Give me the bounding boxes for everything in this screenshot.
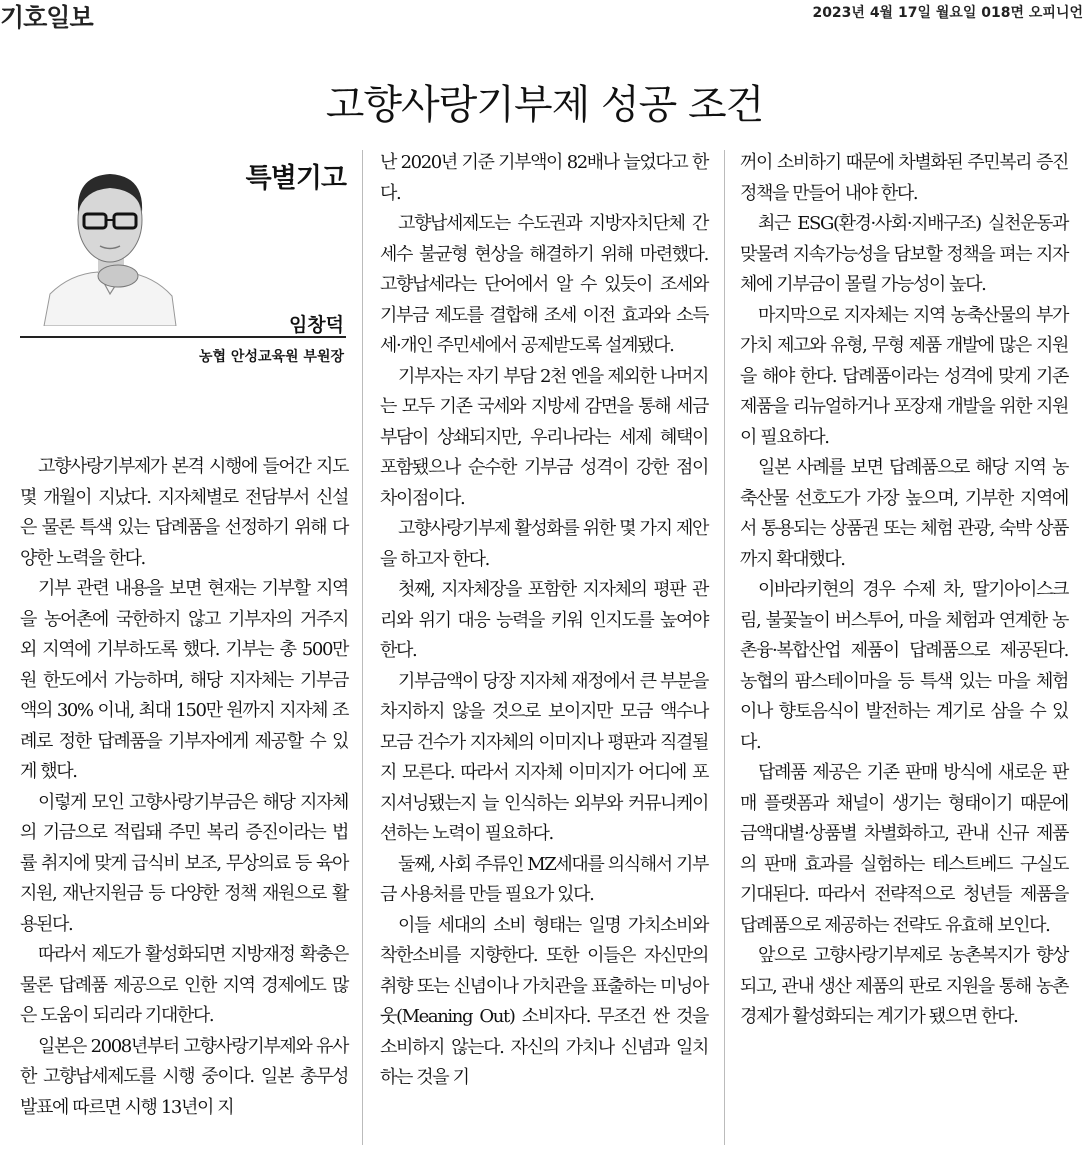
paragraph: 일본 사례를 보면 답례품으로 해당 지역 농축산물 선호도가 가장 높으며, 기부한 지역에서 통용되는 상품권 또는 체험 관광, 숙박 상품까지 확대했다. — [740, 457, 1068, 570]
paragraph: 고향사랑기부제가 본격 시행에 들어간 지도 몇 개월이 지났다. 지자체별로 전담부서 신설은 물론 특색 있는 답례품을 선정하기 위해 다양한 노력을 한다. — [20, 456, 348, 569]
column-divider — [724, 150, 725, 1145]
paragraph-continuation: 난 2020년 기준 기부액이 82배나 늘었다고 한다. — [380, 152, 708, 204]
paragraph: 일본은 2008년부터 고향사랑기부제와 유사한 고향납세제도를 시행 중이다. 일본 총무성 발표에 따르면 시행 13년이 지 — [20, 1035, 348, 1118]
masthead — [0, 0, 1089, 30]
article-headline: 고향사랑기부제 성공 조건 — [325, 81, 764, 128]
article-column-1 — [20, 452, 348, 1123]
author-portrait — [40, 156, 180, 326]
newspaper-logo: 기호일보 — [0, 3, 93, 32]
paragraph: 고향사랑기부제 활성화를 위한 몇 가지 제안을 하고자 한다. — [380, 518, 708, 570]
dateline: 2023년 4월 17일 월요일 018면 오피니언 — [812, 5, 1083, 21]
section-label: 특별기고 — [245, 163, 346, 194]
author-name: 임창덕 — [288, 314, 344, 336]
article-column-2 — [380, 148, 708, 1094]
paragraph: 마지막으로 지자체는 지역 농축산물의 부가가치 제고와 유형, 무형 제품 개발에 많은 지원을 해야 한다. 답례품이라는 성격에 맞게 기존 제품을 리뉴얼하거나 포장재 개발을 위한 지원이 필요하다. — [740, 304, 1068, 448]
paragraph: 기부금액이 당장 지자체 재정에서 큰 부분을 차지하지 않을 것으로 보이지만 모금 액수나 모금 건수가 지자체의 이미지나 평판과 직결될지 모른다. 따라서 지자체 이미지가 어디에 포지셔닝됐는지 늘 인식하는 외부와 커뮤니케이션하는 노력이 필요하다. — [380, 670, 708, 844]
author-title: 농협 안성교육원 부원장 — [199, 349, 344, 365]
paragraph: 이렇게 모인 고향사랑기부금은 해당 지자체의 기금으로 적립돼 주민 복리 증진이라는 법률 취지에 맞게 급식비 보조, 무상의료 등 육아 지원, 재난지원금 등 다양한 정책 재원으로 활용된다. — [20, 791, 348, 935]
paragraph: 고향납세제도는 수도권과 지방자치단체 간 세수 불균형 현상을 해결하기 위해 마련했다. 고향납세라는 단어에서 알 수 있듯이 조세와 기부금 제도를 결합해 조세 이전 효과와 소득세·개인 주민세에서 공제받도록 설계됐다. — [380, 213, 708, 356]
paragraph: 기부자는 자기 부담 2천 엔을 제외한 나머지는 모두 기존 국세와 지방세 감면을 통해 세금 부담이 상쇄되지만, 우리나라는 세제 혜택이 포함됐으나 순수한 기부금 성격이 강한 점이 차이점이다. — [380, 365, 708, 509]
paragraph: 앞으로 고향사랑기부제로 농촌복지가 향상되고, 관내 생산 제품의 판로 지원을 통해 농촌 경제가 활성화되는 계기가 됐으면 한다. — [740, 945, 1068, 1027]
byline-box — [20, 150, 346, 370]
paragraph: 첫째, 지자체장을 포함한 지자체의 평판 관리와 위기 대응 능력을 키워 인지도를 높여야 한다. — [380, 579, 708, 661]
paragraph-continuation: 꺼이 소비하기 때문에 차별화된 주민복리 증진 정책을 만들어 내야 한다. — [740, 152, 1068, 204]
paragraph: 답례품 제공은 기존 판매 방식에 새로운 판매 플랫폼과 채널이 생기는 형태이기 때문에 금액대별·상품별 차별화하고, 관내 신규 제품의 판매 효과를 실험하는 테스트베드 구실도 기대된다. 따라서 전략적으로 청년들 제품을 답례품으로 제공하는 전략도 유효해 보인다. — [740, 762, 1068, 936]
paragraph: 이바라키현의 경우 수제 차, 딸기아이스크림, 불꽃놀이 버스투어, 마을 체험과 연계한 농촌융·복합산업 제품이 답례품으로 제공된다. 농협의 팜스테이마을 등 특색 있는 마을 체험이나 향토음식이 발전하는 계기로 삼을 수 있다. — [740, 579, 1068, 753]
paragraph: 따라서 제도가 활성화되면 지방재정 확충은 물론 답례품 제공으로 인한 지역 경제에도 많은 도움이 되리라 기대한다. — [20, 944, 348, 1026]
paragraph: 둘째, 사회 주류인 MZ세대를 의식해서 기부금 사용처를 만들 필요가 있다. — [380, 853, 708, 905]
byline-rule — [20, 336, 346, 338]
article-column-3 — [740, 148, 1068, 1033]
paragraph: 최근 ESG(환경·사회·지배구조) 실천운동과 맞물려 지속가능성을 담보할 정책을 펴는 지자체에 기부금이 몰릴 가능성이 높다. — [740, 213, 1068, 295]
column-divider — [362, 150, 363, 1145]
paragraph: 이들 세대의 소비 형태는 일명 가치소비와 착한소비를 지향한다. 또한 이들은 자신만의 취향 또는 신념이나 가치관을 표출하는 미닝아웃(Meaning Out) 소비자다. 무조건 싼 것을 소비하지 않는다. 자신의 가치나 신념과 일치하는 것을 기 — [380, 914, 708, 1088]
paragraph: 기부 관련 내용을 보면 현재는 기부할 지역을 농어촌에 국한하지 않고 기부자의 거주지 외 지역에 기부하도록 했다. 기부는 총 500만 원 한도에서 가능하며, 해당 지자체는 기부금액의 30% 이내, 최대 150만 원까지 지자체 조례로 정한 답례품을 기부자에게 제공할 수 있게 했다. — [20, 578, 348, 782]
